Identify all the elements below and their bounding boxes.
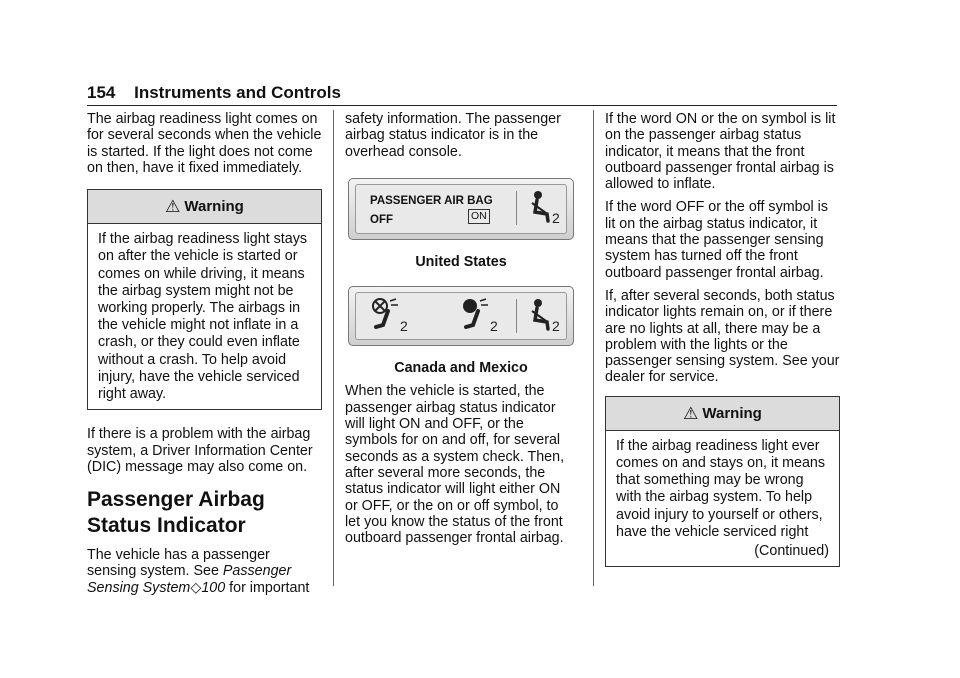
dic-paragraph: If there is a problem with the airbag system, a Driver Information Center (DIC) message may also come on.: [87, 426, 313, 475]
passenger-seated-icon: [526, 297, 566, 335]
column-divider-2: [593, 110, 594, 586]
passenger-airbag-label: PASSENGER AIR BAG: [370, 194, 493, 207]
warning-title: Warning: [184, 198, 244, 216]
continued-label: (Continued): [754, 542, 829, 559]
seat-number: 2: [400, 318, 408, 335]
passenger-seated-icon: [526, 189, 566, 227]
airbag-off-icon: [366, 297, 414, 335]
sensing-paragraph: [87, 547, 322, 596]
seat-number: 2: [552, 209, 560, 226]
body-text: The vehicle has a passenger sensing system. See: [87, 547, 270, 580]
off-paragraph: If the word OFF or the off symbol is lit on the airbag status indicator, it means that the passenger sensing system has turned off the front outboard passenger frontal airbag.: [605, 199, 829, 281]
column-3: [605, 111, 840, 583]
cross-reference-link[interactable]: Passenger Sensing System: [87, 563, 292, 596]
section-title: Passenger Airbag Status Indicator: [87, 488, 265, 538]
intro-paragraph: The airbag readiness light comes on for several seconds when the vehicle is started. If the light does not come on then, have it fixed immediately.: [87, 111, 322, 176]
column-1: [87, 111, 322, 603]
warning-text: [606, 431, 839, 566]
problem-paragraph: If, after several seconds, both status indicator lights remain on, or if there are no lights at all, there may be a problem with the lights or the passenger sensing system. See your dealer for service.: [605, 287, 840, 386]
warning-box-2: [605, 396, 840, 567]
off-label: OFF: [370, 213, 393, 226]
indicator-panel-canada: [348, 286, 574, 346]
body-text-end: for important: [225, 579, 310, 596]
warning-box: [87, 189, 322, 410]
on-paragraph: If the word ON or the on symbol is lit on the passenger airbag status indicator, it means that the front outboard passenger frontal airbag is allowed to inflate.: [605, 111, 836, 193]
warning-icon: ⚠: [165, 197, 181, 217]
page-ref-icon: ◇: [190, 579, 202, 596]
col2-body: When the vehicle is started, the passenger airbag status indicator will light ON and OFF, or the symbols for on and off, for several seconds as a system check. Then, after several more seconds, the status indicator will light either ON or OFF, or the on or off symbol, to let you know the status of the front outboard passenger frontal airbag.: [345, 383, 565, 547]
caption-canada: Canada and Mexico: [394, 360, 528, 377]
column-divider-1: [333, 110, 334, 586]
col2-intro: safety information. The passenger airbag status indicator is in the overhead console.: [345, 111, 561, 160]
warning-text: If the airbag readiness light stays on after the vehicle is started or comes on while driving, it means the airbag system might not be working properly. The airbags in the vehicle might not inflate in a crash, or they could even inflate without a crash. To help avoid injury, have the vehicle serviced right away.: [98, 231, 308, 403]
page-number: 154: [87, 83, 116, 102]
page-header: [87, 83, 341, 103]
seat-number: 2: [552, 318, 560, 335]
seat-number: 2: [490, 318, 498, 335]
warning-header: [606, 397, 839, 431]
warning-title: Warning: [702, 404, 762, 422]
page-reference[interactable]: 100: [201, 579, 226, 596]
warning-header: [88, 190, 321, 224]
on-label: ON: [468, 209, 490, 224]
caption-us: United States: [415, 253, 507, 270]
header-rule: [87, 105, 837, 106]
warning-body-text: If the airbag readiness light ever comes on and stays on, it means that something may be wrong with the airbag system. To help avoid injury to yourself or others, have the vehicle serviced right: [616, 437, 826, 540]
indicator-panel-us: [348, 178, 574, 240]
column-2: [345, 111, 577, 553]
airbag-on-icon: [456, 297, 504, 335]
warning-icon: ⚠: [683, 403, 699, 423]
section-header: Instruments and Controls: [134, 83, 341, 102]
